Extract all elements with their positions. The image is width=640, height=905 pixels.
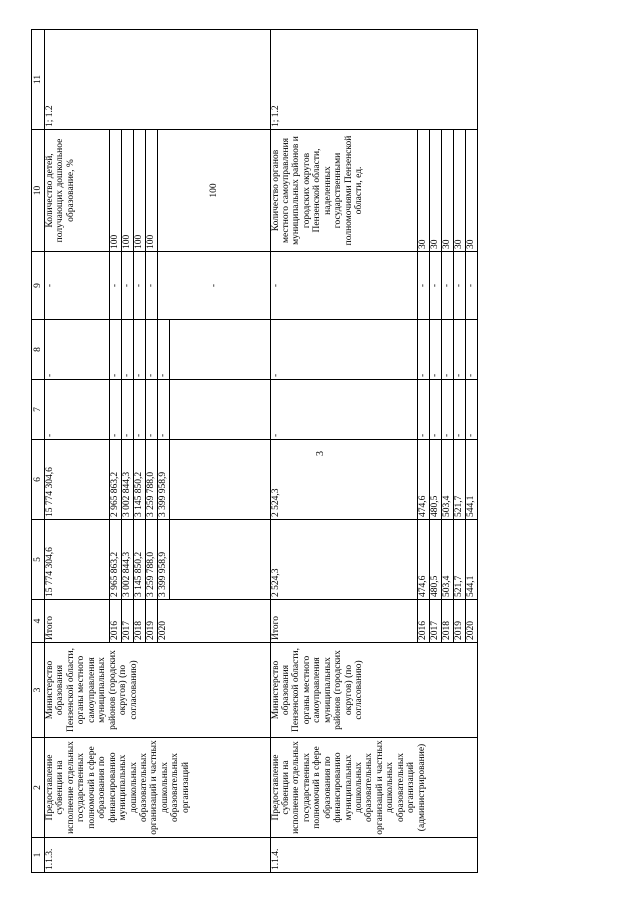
value-c6: 3 145 850,2 xyxy=(134,440,146,520)
value-c5: 3 002 844,3 xyxy=(122,520,134,600)
total-c7: - xyxy=(45,380,110,440)
value-c5: 480,5 xyxy=(429,520,441,600)
value-c8: - xyxy=(134,320,146,380)
year-cell: 2018 xyxy=(441,600,453,643)
value-c9: - xyxy=(429,252,441,320)
value-c8: - xyxy=(465,320,477,380)
year-cell: 2017 xyxy=(429,600,441,643)
value-c10: 30 xyxy=(441,130,453,252)
value-c8: - xyxy=(417,320,429,380)
empty-cell xyxy=(170,600,271,643)
header-cell: 5 xyxy=(32,520,45,600)
indicator-value: 100 xyxy=(158,130,271,252)
total-label: Итого xyxy=(270,600,417,643)
row-description: Предоставление субвенции на исполнение отдельных государственных полномочий в сфере образования по финансированию муниципальных дошкольных образовательных организаций и частных дошкольных образовательных организаций (администрирование) xyxy=(270,738,477,838)
value-c9: - xyxy=(122,252,134,320)
refs: 1; 1.2 xyxy=(270,30,477,130)
year-cell: 2020 xyxy=(465,600,477,643)
value-c6: 2 965 863,2 xyxy=(110,440,122,520)
value-c10: 30 xyxy=(417,130,429,252)
value-c5: 3 399 958,9 xyxy=(158,520,170,600)
row-description: Предоставление субвенции на исполнение отдельных государственных полномочий в сфере образования по финансированию муниципальных дошкольных образовательных организаций и частных дошкольных образовательных организаций xyxy=(45,738,271,838)
header-cell: 1 xyxy=(32,838,45,873)
value-c6: 480,5 xyxy=(429,440,441,520)
header-cell: 9 xyxy=(32,252,45,320)
value-c8: - xyxy=(441,320,453,380)
year-cell: 2016 xyxy=(110,600,122,643)
value-c10: 30 xyxy=(453,130,465,252)
value-c7: - xyxy=(134,380,146,440)
header-cell: 7 xyxy=(32,380,45,440)
value-c7: - xyxy=(453,380,465,440)
value-c9: - xyxy=(158,252,271,320)
empty-cell xyxy=(170,520,271,600)
rotated-table-wrapper xyxy=(31,30,573,873)
value-c8: - xyxy=(146,320,158,380)
row-executor: Министерство образования Пензенской области, органы местного самоуправления муниципальных районов (городских округов) (по согласованию) xyxy=(45,643,271,738)
year-cell: 2018 xyxy=(134,600,146,643)
value-c7: - xyxy=(441,380,453,440)
total-c5: 15 774 304,6 xyxy=(45,520,110,600)
header-cell: 4 xyxy=(32,600,45,643)
value-c8: - xyxy=(110,320,122,380)
total-c9: - xyxy=(270,252,417,320)
value-c7: - xyxy=(158,380,170,440)
page-number: 3 xyxy=(314,451,326,456)
value-c7: - xyxy=(417,380,429,440)
header-cell: 11 xyxy=(32,30,45,130)
value-c5: 3 145 850,2 xyxy=(134,520,146,600)
empty-cell xyxy=(170,320,271,380)
value-c8: - xyxy=(429,320,441,380)
value-c10: 100 xyxy=(146,130,158,252)
indicator-label: Количество органов местного самоуправления муниципальных районов и городских округов Пензенской области, наделенных государственными полномочиями Пензенской области, ед. xyxy=(270,130,417,252)
value-c6: 544,1 xyxy=(465,440,477,520)
total-c5: 2 524,3 xyxy=(270,520,417,600)
value-c9: - xyxy=(417,252,429,320)
value-c6: 3 259 788,0 xyxy=(146,440,158,520)
total-c6: 2 524,3 xyxy=(270,440,417,520)
value-c8: - xyxy=(122,320,134,380)
row-executor: Министерство образования Пензенской области, органы местного самоуправления муниципальных районов (городских округов) (по согласованию) xyxy=(270,643,477,738)
value-c9: - xyxy=(134,252,146,320)
header-cell: 8 xyxy=(32,320,45,380)
value-c7: - xyxy=(465,380,477,440)
value-c6: 521,7 xyxy=(453,440,465,520)
header-cell: 6 xyxy=(32,440,45,520)
value-c10: 100 xyxy=(110,130,122,252)
row-number: 1.1.4. xyxy=(270,838,477,873)
value-c5: 2 965 863,2 xyxy=(110,520,122,600)
value-c9: - xyxy=(465,252,477,320)
total-c9: - xyxy=(45,252,110,320)
header-cell: 3 xyxy=(32,643,45,738)
header-row xyxy=(32,30,45,873)
table-row xyxy=(45,30,110,873)
value-c7: - xyxy=(429,380,441,440)
value-c10: 100 xyxy=(134,130,146,252)
value-c10: 30 xyxy=(465,130,477,252)
indicator-label: Количество детей, получающих дошкольное образование, % xyxy=(45,130,110,252)
header-cell: 2 xyxy=(32,738,45,838)
total-c8: - xyxy=(45,320,110,380)
row-number: 1.1.3. xyxy=(45,838,271,873)
total-c8: - xyxy=(270,320,417,380)
value-c6: 474,6 xyxy=(417,440,429,520)
value-c6: 3 399 958,9 xyxy=(158,440,170,520)
value-c5: 3 259 788,0 xyxy=(146,520,158,600)
value-c9: - xyxy=(110,252,122,320)
year-cell: 2017 xyxy=(122,600,134,643)
value-c8: - xyxy=(158,320,170,380)
value-c5: 503,4 xyxy=(441,520,453,600)
table-row xyxy=(270,30,417,873)
value-c5: 544,1 xyxy=(465,520,477,600)
value-c9: - xyxy=(453,252,465,320)
value-c9: - xyxy=(441,252,453,320)
value-c7: - xyxy=(110,380,122,440)
value-c6: 3 002 844,3 xyxy=(122,440,134,520)
value-c6: 503,4 xyxy=(441,440,453,520)
value-c10: 100 xyxy=(122,130,134,252)
value-c7: - xyxy=(122,380,134,440)
year-cell: 2016 xyxy=(417,600,429,643)
value-c5: 474,6 xyxy=(417,520,429,600)
header-cell: 10 xyxy=(32,130,45,252)
empty-cell xyxy=(170,440,271,520)
year-cell: 2019 xyxy=(146,600,158,643)
value-c5: 521,7 xyxy=(453,520,465,600)
value-c9: - xyxy=(146,252,158,320)
value-c7: - xyxy=(146,380,158,440)
year-cell: 2019 xyxy=(453,600,465,643)
total-c6: 15 774 304,6 xyxy=(45,440,110,520)
program-table xyxy=(31,29,478,873)
total-label: Итого xyxy=(45,600,110,643)
value-c10: 30 xyxy=(429,130,441,252)
total-c7: - xyxy=(270,380,417,440)
year-cell: 2020 xyxy=(158,600,170,643)
refs: 1; 1.2 xyxy=(45,30,271,130)
value-c8: - xyxy=(453,320,465,380)
empty-cell xyxy=(170,380,271,440)
